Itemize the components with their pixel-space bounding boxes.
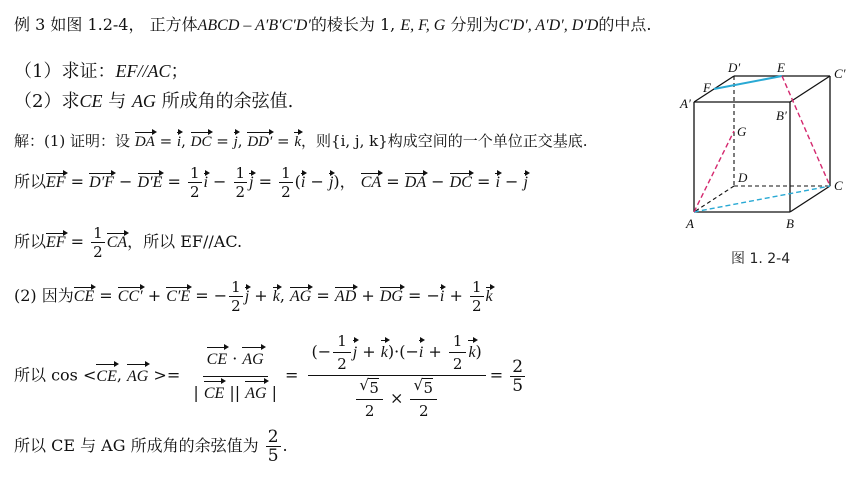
label-C: C [834,178,843,193]
label-D: D [738,170,748,185]
segment-AG [694,131,734,212]
label-B-prime: B′ [776,108,787,123]
edge-BC [790,186,830,212]
cube-diagram [672,62,852,262]
edge-B1C1 [790,76,830,102]
figure-caption: 图 1. 2-4 [731,251,791,267]
example-label: 例 3 如图 1.2-4， [14,15,145,34]
question-1: （1）求证：EF//AC； [14,61,189,82]
problem-statement: 例 3 如图 1.2-4， 正方体ABCD – A′B′C′D′的棱长为 1, E, F, G 分别为C′D′, A′D′, D′D的中点. [14,15,652,34]
solution-conclusion: 所以 CE 与 AG 所成角的余弦值为 $\frac{2}{5}$ . [14,427,288,466]
label-E: E [777,62,785,75]
solution-line-4: (2) 因为CE = CC′ + C′E = − $\frac{1}{2}$ j + k, AG = AD + DG = −i + $\frac{1}{2}$ k [14,278,493,315]
label-A: A [686,216,694,231]
label-F: F [703,80,711,95]
solution-line-3: 所以EF = $\frac{1}{2}$ CA，所以 EF//AC. [14,224,243,261]
label-D-prime: D′ [728,62,741,75]
label-C-prime: C′ [834,66,846,81]
label-G: G [737,124,747,139]
solution-line-2: 所以EF = D′F − D′E = $\frac{1}{2}$ i − $\frac{1}{2}$ j = $\frac{1}{2}$ (i − j)， CA = DA − DC = i − j [14,164,528,201]
label-A-prime: A′ [680,96,691,111]
solution-line-5: 所以 cos <CE, AG >= $\frac{CE \cdot AG}{| CE || AG |}$ = (− $\frac{1}{2}$ j + k)·(−i + $\frac{1}{2}$ k) √ $\frac{5}{2}$ × √ $\frac{5}{2}$ = $\frac{2}{5}$ [14,332,527,420]
label-B: B [786,216,794,231]
segment-CE [782,76,830,186]
solution-line-1: 解：(1) 证明：设 DA = i, DC = j, DD′ = k，则{i, j, k}构成空间的一个单位正交基底. [14,130,588,153]
question-2: （2）求CE 与 AG 所成角的余弦值. [14,91,294,112]
